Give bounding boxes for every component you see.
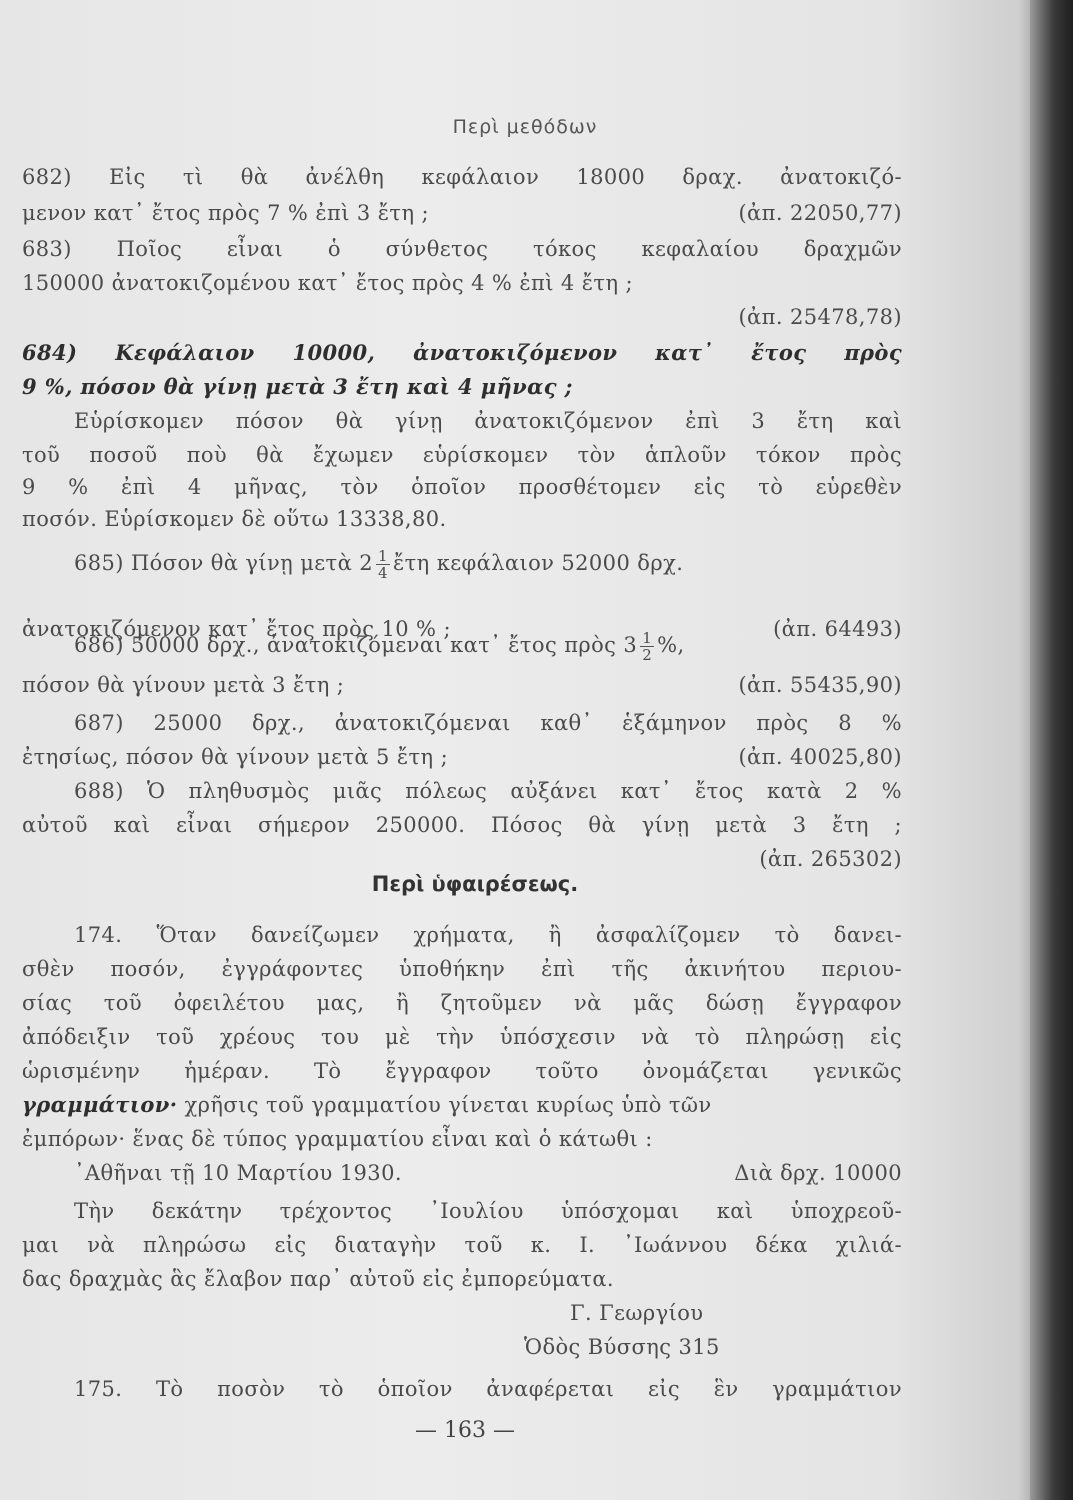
- text-line: μενον κατ᾿ ἔτος πρὸς 7 % ἐπὶ 3 ἔτη ; (ἀπ. 22050,77): [22, 196, 902, 230]
- text-line: ἀνατοκιζόμενον κατ᾿ ἔτος πρὸς 10 % ; (ἀπ. 64493): [22, 612, 902, 646]
- page-number: — 163 —: [415, 1418, 515, 1443]
- answer: (ἀπ. 22050,77): [738, 201, 902, 225]
- text-line: 9 % ἐπὶ 4 μῆνας, τὸν ὁποῖον προσθέτομεν εἰς τὸ εὑρεθὲν: [22, 475, 902, 499]
- text-line: 9 %, πόσον θὰ γίνῃ μετὰ 3 ἔτη καὶ 4 μῆνας ;: [22, 374, 573, 399]
- text-line: αὐτοῦ καὶ εἶναι σήμερον 250000. Πόσος θὰ γίνῃ μετὰ 3 ἔτη ;: [22, 813, 902, 837]
- text-line: 688) Ὁ πληθυσμὸς μιᾶς πόλεως αὐξάνει κατ᾿ ἔτος κατὰ 2 %: [74, 779, 902, 803]
- text-line: πόσον θὰ γίνουν μετὰ 3 ἔτη ; (ἀπ. 55435,90): [22, 668, 902, 702]
- text-line: (ἀπ. 265302): [759, 847, 902, 871]
- text-line: δας δραχμὰς ἃς ἔλαβον παρ᾿ αὐτοῦ εἰς ἐμπορεύματα.: [22, 1267, 614, 1291]
- answer: Διὰ δρχ. 10000: [734, 1161, 902, 1185]
- text-line: 683) Ποῖος εἶναι ὁ σύνθετος τόκος κεφαλαίου δραχμῶν: [22, 237, 902, 261]
- text-line: σθὲν ποσόν, ἐγγράφοντες ὑποθήκην ἐπὶ τῆς ἀκινήτου περιου-: [22, 957, 902, 981]
- text-line: ποσόν. Εὑρίσκομεν δὲ οὕτω 13338,80.: [22, 507, 447, 531]
- text-line: μαι νὰ πληρώσω εἰς διαταγὴν τοῦ κ. Ι. ᾿Ιωάννου δέκα χιλιά-: [22, 1233, 902, 1257]
- text-line: (ἀπ. 25478,78): [738, 305, 902, 329]
- section-heading: Περὶ ὑφαιρέσεως.: [371, 872, 579, 896]
- text-line: Ὁδὸς Βύσσης 315: [524, 1335, 720, 1359]
- answer: (ἀπ. 64493): [773, 617, 902, 641]
- line-685-post: ἔτη κεφάλαιον 52000 δρχ.: [392, 551, 684, 575]
- text-line: ἐτησίως, πόσον θὰ γίνουν μετὰ 5 ἔτη ; (ἀπ. 40025,80): [22, 740, 902, 774]
- text-line: 684) Κεφάλαιον 10000, ἀνατοκιζόμενον κατ᾿ ἔτος πρὸς: [22, 340, 902, 365]
- text-line: Γ. Γεωργίου: [570, 1301, 704, 1325]
- text-line: 175. Τὸ ποσὸν τὸ ὁποῖον ἀναφέρεται εἰς ἓν γραμμάτιον: [74, 1377, 902, 1401]
- text-line: ἀπόδειξιν τοῦ χρέους του μὲ τὴν ὑπόσχεσιν νὰ τὸ πληρώσῃ εἰς: [22, 1025, 902, 1049]
- line-685-pre: 685) Πόσον θὰ γίνῃ μετὰ 2: [74, 551, 373, 575]
- term-grammation: γραμμάτιον·: [22, 1092, 178, 1117]
- text-line: 682) Εἰς τὶ θὰ ἀνέλθη κεφάλαιον 18000 δραχ. ἀνατοκιζό-: [22, 165, 902, 189]
- text-line: τοῦ ποσοῦ ποὺ θὰ ἔχωμεν εὑρίσκομεν τὸν ἁπλοῦν τόκον πρὸς: [22, 443, 902, 467]
- text-line: Εὑρίσκομεν πόσον θὰ γίνῃ ἀνατοκιζόμενον ἐπὶ 3 ἔτη καὶ: [74, 409, 902, 433]
- line-686: 686) 50000 δρχ., ἀνατοκιζόμεναι κατ᾿ ἔτος πρὸς 3 $\frac{1}{2}$ %,: [74, 629, 685, 664]
- text-line: Τὴν δεκάτην τρέχοντος ᾿Ιουλίου ὑπόσχομαι καὶ ὑποχρεοῦ-: [74, 1199, 902, 1223]
- line-grammation: γραμμάτιον· χρῆσις τοῦ γραμματίου γίνεται κυρίως ὑπὸ τῶν: [22, 1092, 712, 1117]
- text-line: 174. Ὅταν δανείζωμεν χρήματα, ἢ ἀσφαλίζομεν τὸ δανει-: [74, 923, 902, 947]
- line-685: [22, 546, 902, 580]
- fraction-one-quarter: $\frac{1}{4}$: [378, 547, 388, 582]
- answer: (ἀπ. 40025,80): [738, 745, 902, 769]
- text-line: 687) 25000 δρχ., ἀνατοκιζόμεναι καθ᾿ ἑξάμηνον πρὸς 8 %: [74, 711, 902, 735]
- answer: (ἀπ. 55435,90): [738, 673, 902, 697]
- text-line: ἐμπόρων· ἕνας δὲ τύπος γραμματίου εἶναι καὶ ὁ κάτωθι :: [22, 1127, 653, 1151]
- fraction-one-half: $\frac{1}{2}$: [642, 629, 653, 664]
- text-line: 150000 ἀνατοκιζομένου κατ᾿ ἔτος πρὸς 4 % ἐπὶ 4 ἔτη ;: [22, 271, 633, 295]
- text-line: ὡρισμένην ἡμέραν. Τὸ ἔγγραφον τοῦτο ὀνομάζεται γενικῶς: [22, 1059, 902, 1083]
- text-line: σίας τοῦ ὀφειλέτου μας, ἢ ζητοῦμεν νὰ μᾶς δώσῃ ἔγγραφον: [22, 991, 902, 1015]
- page-edge-shadow: [1030, 0, 1073, 1500]
- running-header: Περὶ μεθόδων: [452, 116, 598, 138]
- text-line: ᾿Αθῆναι τῇ 10 Μαρτίου 1930. Διὰ δρχ. 10000: [74, 1156, 902, 1190]
